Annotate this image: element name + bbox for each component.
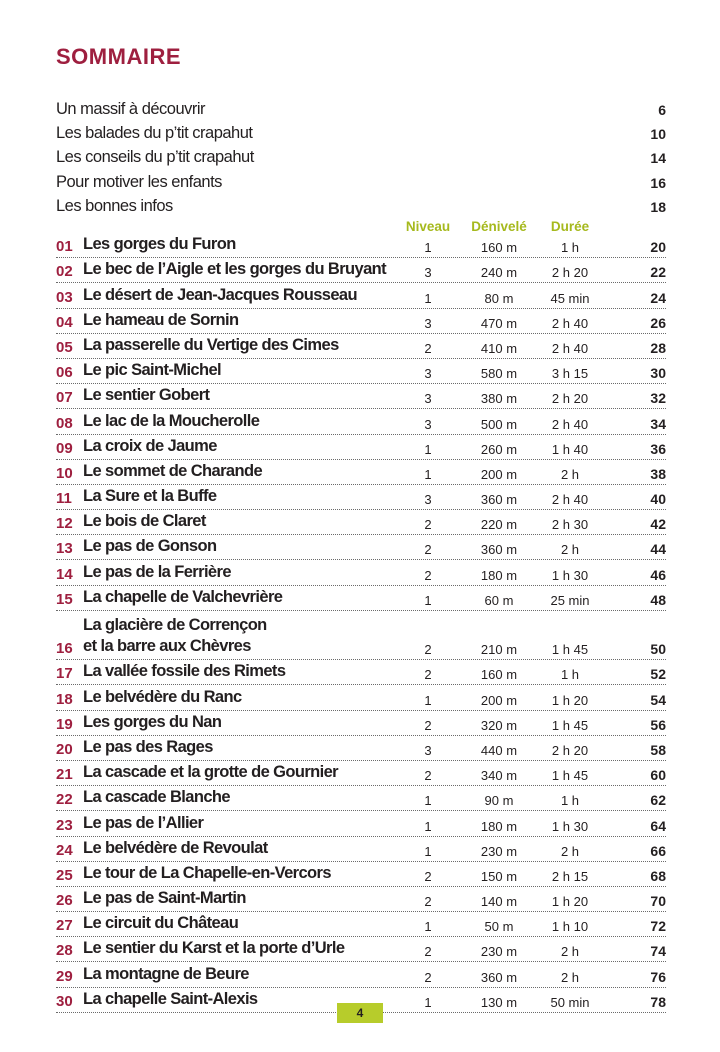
walk-row	[56, 660, 666, 685]
walk-name	[83, 712, 221, 733]
walk-page: 78	[650, 993, 666, 1010]
walk-row	[56, 334, 666, 359]
intro-item	[56, 146, 666, 170]
walk-denivele: 200 m	[480, 466, 518, 482]
walk-niveau: 1	[424, 466, 432, 482]
walk-page: 22	[650, 264, 666, 281]
walk-number: 07	[56, 389, 73, 407]
walk-name	[83, 964, 249, 985]
walk-row	[56, 409, 666, 434]
walk-name	[83, 737, 213, 758]
walk-page: 46	[650, 566, 666, 583]
walk-niveau: 2	[424, 894, 432, 910]
walk-duree: 1 h	[560, 793, 580, 809]
walk-denivele: 360 m	[480, 969, 518, 985]
walk-name-line: Le tour de La Chapelle-en-Vercors	[83, 863, 331, 882]
walk-name-line: Le pas de Gonson	[83, 537, 217, 556]
walk-page: 60	[650, 767, 666, 784]
walk-denivele: 440 m	[480, 742, 518, 758]
walk-duree: 2 h 20	[551, 391, 589, 407]
walk-niveau: 2	[424, 717, 432, 733]
walk-denivele: 180 m	[480, 567, 518, 583]
walk-row	[56, 560, 666, 585]
walk-name-line: Le lac de la Moucherolle	[83, 411, 260, 430]
walk-name	[83, 813, 203, 834]
walk-number: 02	[56, 263, 73, 281]
header-denivele: Dénivelé	[471, 219, 527, 234]
walk-name	[83, 938, 344, 959]
walk-niveau: 2	[424, 969, 432, 985]
walk-page: 62	[650, 792, 666, 809]
walk-number: 22	[56, 791, 73, 809]
walk-niveau: 3	[424, 366, 432, 382]
intro-item	[56, 122, 666, 146]
walk-page: 72	[650, 918, 666, 935]
walk-duree: 2 h 40	[551, 315, 589, 331]
intro-item-label: Les conseils du p’tit crapahut	[56, 148, 254, 167]
walk-niveau: 2	[424, 517, 432, 533]
intro-item	[56, 98, 666, 122]
walk-duree: 2 h 20	[551, 742, 589, 758]
walk-row	[56, 359, 666, 384]
walk-niveau: 2	[424, 944, 432, 960]
walk-row	[56, 611, 666, 660]
walk-name	[83, 436, 217, 457]
walk-name-line: Le sommet de Charande	[83, 461, 263, 480]
walk-name-line: Le pas de la Ferrière	[83, 562, 231, 581]
walk-name	[83, 762, 338, 783]
walk-name-line: Le pas de l’Allier	[83, 813, 204, 832]
intro-item-label: Pour motiver les enfants	[56, 172, 222, 191]
walk-niveau: 3	[424, 265, 432, 281]
walk-duree: 1 h 40	[551, 441, 589, 457]
walk-duree: 1 h 45	[551, 642, 589, 658]
walk-number: 21	[56, 766, 73, 784]
walk-number: 26	[56, 892, 73, 910]
walk-duree: 1 h	[560, 667, 580, 683]
walk-name	[83, 486, 216, 507]
walk-name-line: Le bec de l’Aigle et les gorges du Bruyant	[83, 260, 387, 279]
walk-denivele: 470 m	[480, 315, 518, 331]
walk-number: 03	[56, 288, 73, 306]
walk-niveau: 2	[424, 567, 432, 583]
intro-item	[56, 171, 666, 195]
walk-name-line: La croix de Jaume	[83, 436, 217, 455]
walk-niveau: 2	[424, 542, 432, 558]
walk-denivele: 240 m	[480, 265, 518, 281]
walk-name-line: Les gorges du Furon	[83, 235, 236, 254]
walk-niveau: 1	[424, 793, 432, 809]
walk-name	[83, 989, 258, 1010]
walk-duree: 1 h 20	[551, 692, 589, 708]
page-title: SOMMAIRE	[56, 44, 181, 69]
walk-name	[83, 259, 386, 280]
walk-denivele: 180 m	[480, 818, 518, 834]
walk-name-line: Le bois de Claret	[83, 512, 206, 531]
walk-denivele: 60 m	[484, 592, 514, 608]
walk-denivele: 200 m	[480, 692, 518, 708]
intro-item-page: 10	[650, 126, 666, 143]
walk-duree: 25 min	[550, 592, 590, 608]
intro-list	[56, 98, 666, 219]
walk-page: 54	[650, 691, 666, 708]
walk-name-line: La passerelle du Vertige des Cimes	[83, 335, 339, 354]
walk-denivele: 360 m	[480, 492, 518, 508]
walk-number: 06	[56, 364, 73, 382]
walk-name	[83, 411, 259, 432]
walk-name-line: Le pas des Rages	[83, 737, 213, 756]
walks-list	[56, 233, 666, 1013]
walk-row	[56, 460, 666, 485]
walk-name	[83, 360, 221, 381]
walk-denivele: 410 m	[480, 340, 518, 356]
walk-row	[56, 685, 666, 710]
walk-page: 66	[650, 842, 666, 859]
walk-name	[83, 285, 357, 306]
walk-row	[56, 258, 666, 283]
walk-number: 14	[56, 565, 73, 583]
walk-number: 16	[56, 640, 73, 658]
walk-name	[83, 863, 331, 884]
walk-denivele: 140 m	[480, 894, 518, 910]
walk-niveau: 1	[424, 592, 432, 608]
walk-denivele: 160 m	[480, 667, 518, 683]
walk-page: 44	[650, 541, 666, 558]
walk-page: 34	[650, 415, 666, 432]
walk-number: 24	[56, 841, 73, 859]
walk-denivele: 160 m	[480, 240, 518, 256]
walk-name	[83, 511, 206, 532]
walk-name	[83, 562, 231, 583]
walk-row	[56, 485, 666, 510]
walk-niveau: 1	[424, 441, 432, 457]
walk-number: 17	[56, 665, 73, 683]
walk-duree: 1 h 45	[551, 768, 589, 784]
walk-page: 42	[650, 516, 666, 533]
walk-duree: 1 h 20	[551, 894, 589, 910]
walk-row	[56, 535, 666, 560]
walk-denivele: 320 m	[480, 717, 518, 733]
walk-name	[83, 587, 282, 608]
walk-page: 24	[650, 289, 666, 306]
walk-duree: 2 h	[560, 542, 580, 558]
walk-denivele: 380 m	[480, 391, 518, 407]
walk-duree: 1 h 10	[551, 919, 589, 935]
walk-number: 27	[56, 917, 73, 935]
walk-number: 09	[56, 439, 73, 457]
walk-duree: 2 h 40	[551, 340, 589, 356]
walk-niveau: 1	[424, 692, 432, 708]
intro-item-label: Les balades du p’tit crapahut	[56, 124, 253, 143]
intro-item-page: 16	[650, 174, 666, 191]
walk-duree: 50 min	[550, 994, 590, 1010]
walk-number: 23	[56, 816, 73, 834]
walk-number: 19	[56, 715, 73, 733]
walk-denivele: 150 m	[480, 868, 518, 884]
walk-number: 13	[56, 540, 73, 558]
walk-name-line: Le pic Saint-Michel	[83, 361, 222, 380]
walk-page: 58	[650, 741, 666, 758]
walk-duree: 2 h 30	[551, 517, 589, 533]
walk-page: 30	[650, 365, 666, 382]
walk-row	[56, 786, 666, 811]
walk-duree: 1 h 30	[551, 567, 589, 583]
walk-name	[83, 335, 339, 356]
walk-number: 29	[56, 967, 73, 985]
walk-niveau: 2	[424, 340, 432, 356]
walk-page: 38	[650, 465, 666, 482]
walk-page: 76	[650, 968, 666, 985]
walk-page: 70	[650, 893, 666, 910]
header-niveau: Niveau	[405, 219, 451, 234]
walk-denivele: 260 m	[480, 441, 518, 457]
walk-name	[83, 461, 262, 482]
walk-niveau: 3	[424, 391, 432, 407]
walk-denivele: 210 m	[480, 642, 518, 658]
walk-page: 56	[650, 716, 666, 733]
walk-number: 15	[56, 590, 73, 608]
walk-name-line: Le sentier du Karst et la porte d’Urle	[83, 939, 345, 958]
walk-denivele: 360 m	[480, 542, 518, 558]
walk-name-line: Le belvédère du Ranc	[83, 687, 242, 706]
walk-row	[56, 761, 666, 786]
walk-duree: 3 h 15	[551, 366, 589, 382]
walk-name-line: La cascade et la grotte de Gournier	[83, 763, 339, 782]
walk-page: 74	[650, 943, 666, 960]
walk-niveau: 2	[424, 642, 432, 658]
walk-page: 26	[650, 314, 666, 331]
walk-duree: 2 h 40	[551, 416, 589, 432]
walk-page: 20	[650, 239, 666, 256]
intro-item	[56, 195, 666, 219]
walk-niveau: 3	[424, 742, 432, 758]
walk-row	[56, 384, 666, 409]
intro-item-label: Les bonnes infos	[56, 196, 173, 215]
walk-denivele: 500 m	[480, 416, 518, 432]
walk-denivele: 80 m	[484, 290, 514, 306]
walk-name	[83, 888, 246, 909]
walk-denivele: 50 m	[484, 919, 514, 935]
intro-item-label: Un massif à découvrir	[56, 100, 206, 118]
walk-row	[56, 736, 666, 761]
walk-denivele: 90 m	[484, 793, 514, 809]
intro-item-page: 18	[650, 198, 666, 215]
walk-niveau: 2	[424, 768, 432, 784]
walk-name-line: Le circuit du Château	[83, 914, 239, 933]
walk-number: 01	[56, 238, 73, 256]
walk-niveau: 2	[424, 667, 432, 683]
walk-name-line: La glacière de Corrençon	[83, 616, 267, 635]
walk-name-line: La vallée fossile des Rimets	[83, 662, 286, 681]
walk-duree: 2 h	[560, 944, 580, 960]
walk-denivele: 220 m	[480, 517, 518, 533]
walk-page: 68	[650, 867, 666, 884]
walk-name	[83, 687, 242, 708]
walk-name	[83, 310, 238, 331]
walk-name-line: La chapelle de Valchevrière	[83, 587, 283, 606]
walk-niveau: 1	[424, 994, 432, 1010]
walk-name	[83, 536, 216, 557]
walk-denivele: 230 m	[480, 843, 518, 859]
walk-niveau: 1	[424, 818, 432, 834]
walk-number: 18	[56, 690, 73, 708]
walk-number: 25	[56, 866, 73, 884]
walk-page: 28	[650, 339, 666, 356]
walk-page: 64	[650, 817, 666, 834]
walk-denivele: 230 m	[480, 944, 518, 960]
walk-name-line: Le pas de Saint-Martin	[83, 889, 246, 908]
walk-page: 50	[650, 641, 666, 658]
walk-row	[56, 862, 666, 887]
walk-duree: 1 h 45	[551, 717, 589, 733]
walk-niveau: 3	[424, 315, 432, 331]
walk-name-line: La Sure et la Buffe	[83, 487, 217, 506]
walk-page: 40	[650, 491, 666, 508]
walk-name	[83, 913, 238, 934]
walk-duree: 2 h 40	[551, 492, 589, 508]
walk-name-line: Les gorges du Nan	[83, 712, 222, 731]
walk-niveau: 1	[424, 240, 432, 256]
walk-number: 20	[56, 740, 73, 758]
walk-duree: 2 h	[560, 466, 580, 482]
page-number: 4	[337, 1003, 383, 1023]
walk-number: 05	[56, 338, 73, 356]
walk-row	[56, 937, 666, 962]
walk-page: 32	[650, 390, 666, 407]
intro-item-page: 14	[650, 150, 666, 167]
walk-row	[56, 510, 666, 535]
walk-page: 36	[650, 440, 666, 457]
walk-name-line: Le désert de Jean-Jacques Rousseau	[83, 285, 357, 304]
walk-denivele: 130 m	[480, 994, 518, 1010]
walk-duree: 2 h	[560, 969, 580, 985]
walk-name	[83, 661, 285, 682]
walk-name-line: Le sentier Gobert	[83, 386, 210, 405]
intro-item-page: 6	[658, 102, 666, 118]
walk-number: 08	[56, 414, 73, 432]
walk-denivele: 340 m	[480, 768, 518, 784]
walk-duree: 1 h	[560, 240, 580, 256]
walk-name	[83, 787, 230, 808]
walk-duree: 2 h 15	[551, 868, 589, 884]
walk-number: 28	[56, 942, 73, 960]
walk-row	[56, 887, 666, 912]
walk-number: 11	[56, 490, 72, 508]
walk-denivele: 580 m	[480, 366, 518, 382]
walk-row	[56, 233, 666, 258]
header-duree: Durée	[550, 219, 590, 234]
walk-name	[83, 385, 209, 406]
walk-duree: 2 h 20	[551, 265, 589, 281]
walk-niveau: 1	[424, 919, 432, 935]
walk-name	[83, 838, 268, 859]
walk-name	[83, 234, 236, 255]
walk-niveau: 2	[424, 868, 432, 884]
walk-name	[83, 615, 267, 657]
walk-number: 04	[56, 313, 73, 331]
walk-row	[56, 962, 666, 987]
walk-row	[56, 309, 666, 334]
walk-name-line: Le hameau de Sornin	[83, 310, 239, 329]
walk-name-line: La chapelle Saint-Alexis	[83, 989, 258, 1008]
walk-number: 30	[56, 992, 73, 1010]
walk-name-line: La cascade Blanche	[83, 788, 230, 807]
walk-niveau: 3	[424, 492, 432, 508]
walk-row	[56, 912, 666, 937]
walk-row	[56, 283, 666, 308]
walk-row	[56, 837, 666, 862]
walk-duree: 1 h 30	[551, 818, 589, 834]
walk-name-line-2: et la barre aux Chèvres	[83, 637, 251, 656]
walk-niveau: 3	[424, 416, 432, 432]
walk-page: 52	[650, 666, 666, 683]
walk-row	[56, 586, 666, 611]
walk-row	[56, 711, 666, 736]
walk-niveau: 1	[424, 843, 432, 859]
walk-row	[56, 811, 666, 836]
walk-name-line: La montagne de Beure	[83, 964, 249, 983]
walk-name-line: Le belvédère de Revoulat	[83, 838, 268, 857]
walk-row	[56, 435, 666, 460]
walk-niveau: 1	[424, 290, 432, 306]
walk-duree: 2 h	[560, 843, 580, 859]
walk-page: 48	[650, 591, 666, 608]
walk-number: 10	[56, 464, 73, 482]
walk-duree: 45 min	[550, 290, 590, 306]
walk-number: 12	[56, 515, 73, 533]
